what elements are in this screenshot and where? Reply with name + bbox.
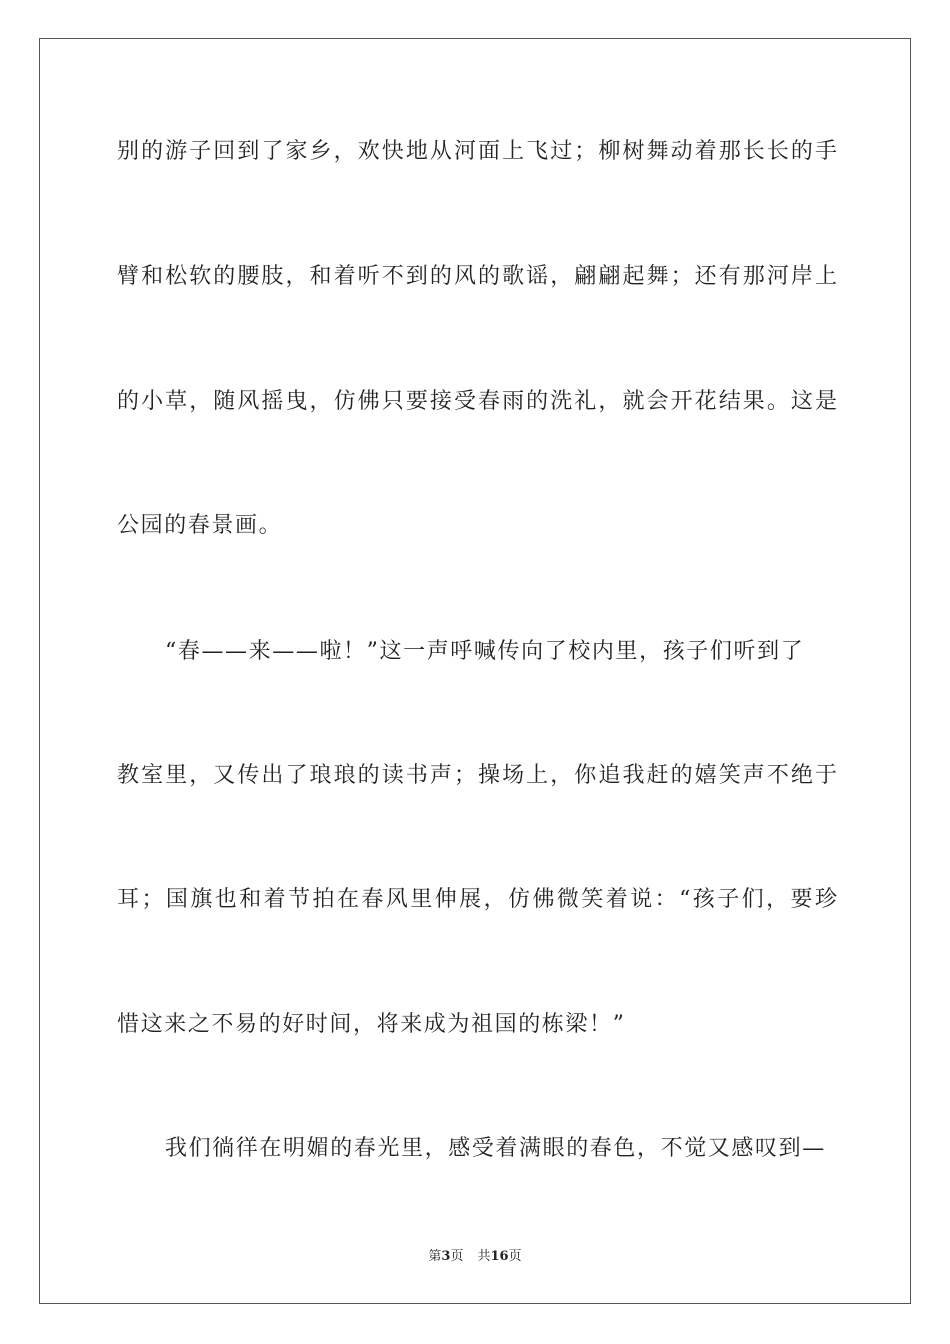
text-line: 惜这来之不易的好时间，将来成为祖国的栋梁！” [117, 1012, 626, 1037]
text-line: 教室里，又传出了琅琅的读书声；操场上，你追我赶的嬉笑声不绝于 [117, 763, 837, 788]
page-suffix: 页 [450, 1249, 464, 1264]
page-border [39, 38, 911, 1304]
paragraph-start-line: 我们徜徉在明媚的春光里，感受着满眼的春色，不觉又感叹到— [165, 1136, 826, 1161]
total-suffix: 页 [508, 1249, 522, 1264]
total-pages: 16 [490, 1249, 509, 1264]
paragraph-start-line: “春——来——啦！”这一声呼喊传向了校内里，孩子们听到了 [165, 639, 805, 664]
text-line: 的小草，随风摇曳，仿佛只要接受春雨的洗礼，就会开花结果。这是 [117, 389, 837, 414]
text-line: 耳；国旗也和着节拍在春风里伸展，仿佛微笑着说：“孩子们，要珍 [117, 887, 837, 912]
page-number: 3 [441, 1249, 451, 1264]
text-line: 别的游子回到了家乡，欢快地从河面上飞过；柳树舞动着那长长的手 [117, 139, 837, 164]
page-prefix: 第 [428, 1249, 442, 1264]
text-line: 臂和松软的腰肢，和着听不到的风的歌谣，翩翩起舞；还有那河岸上 [117, 264, 837, 289]
page-footer [0, 1248, 950, 1266]
text-line: 公园的春景画。 [117, 513, 283, 538]
total-prefix: 共 [477, 1249, 491, 1264]
